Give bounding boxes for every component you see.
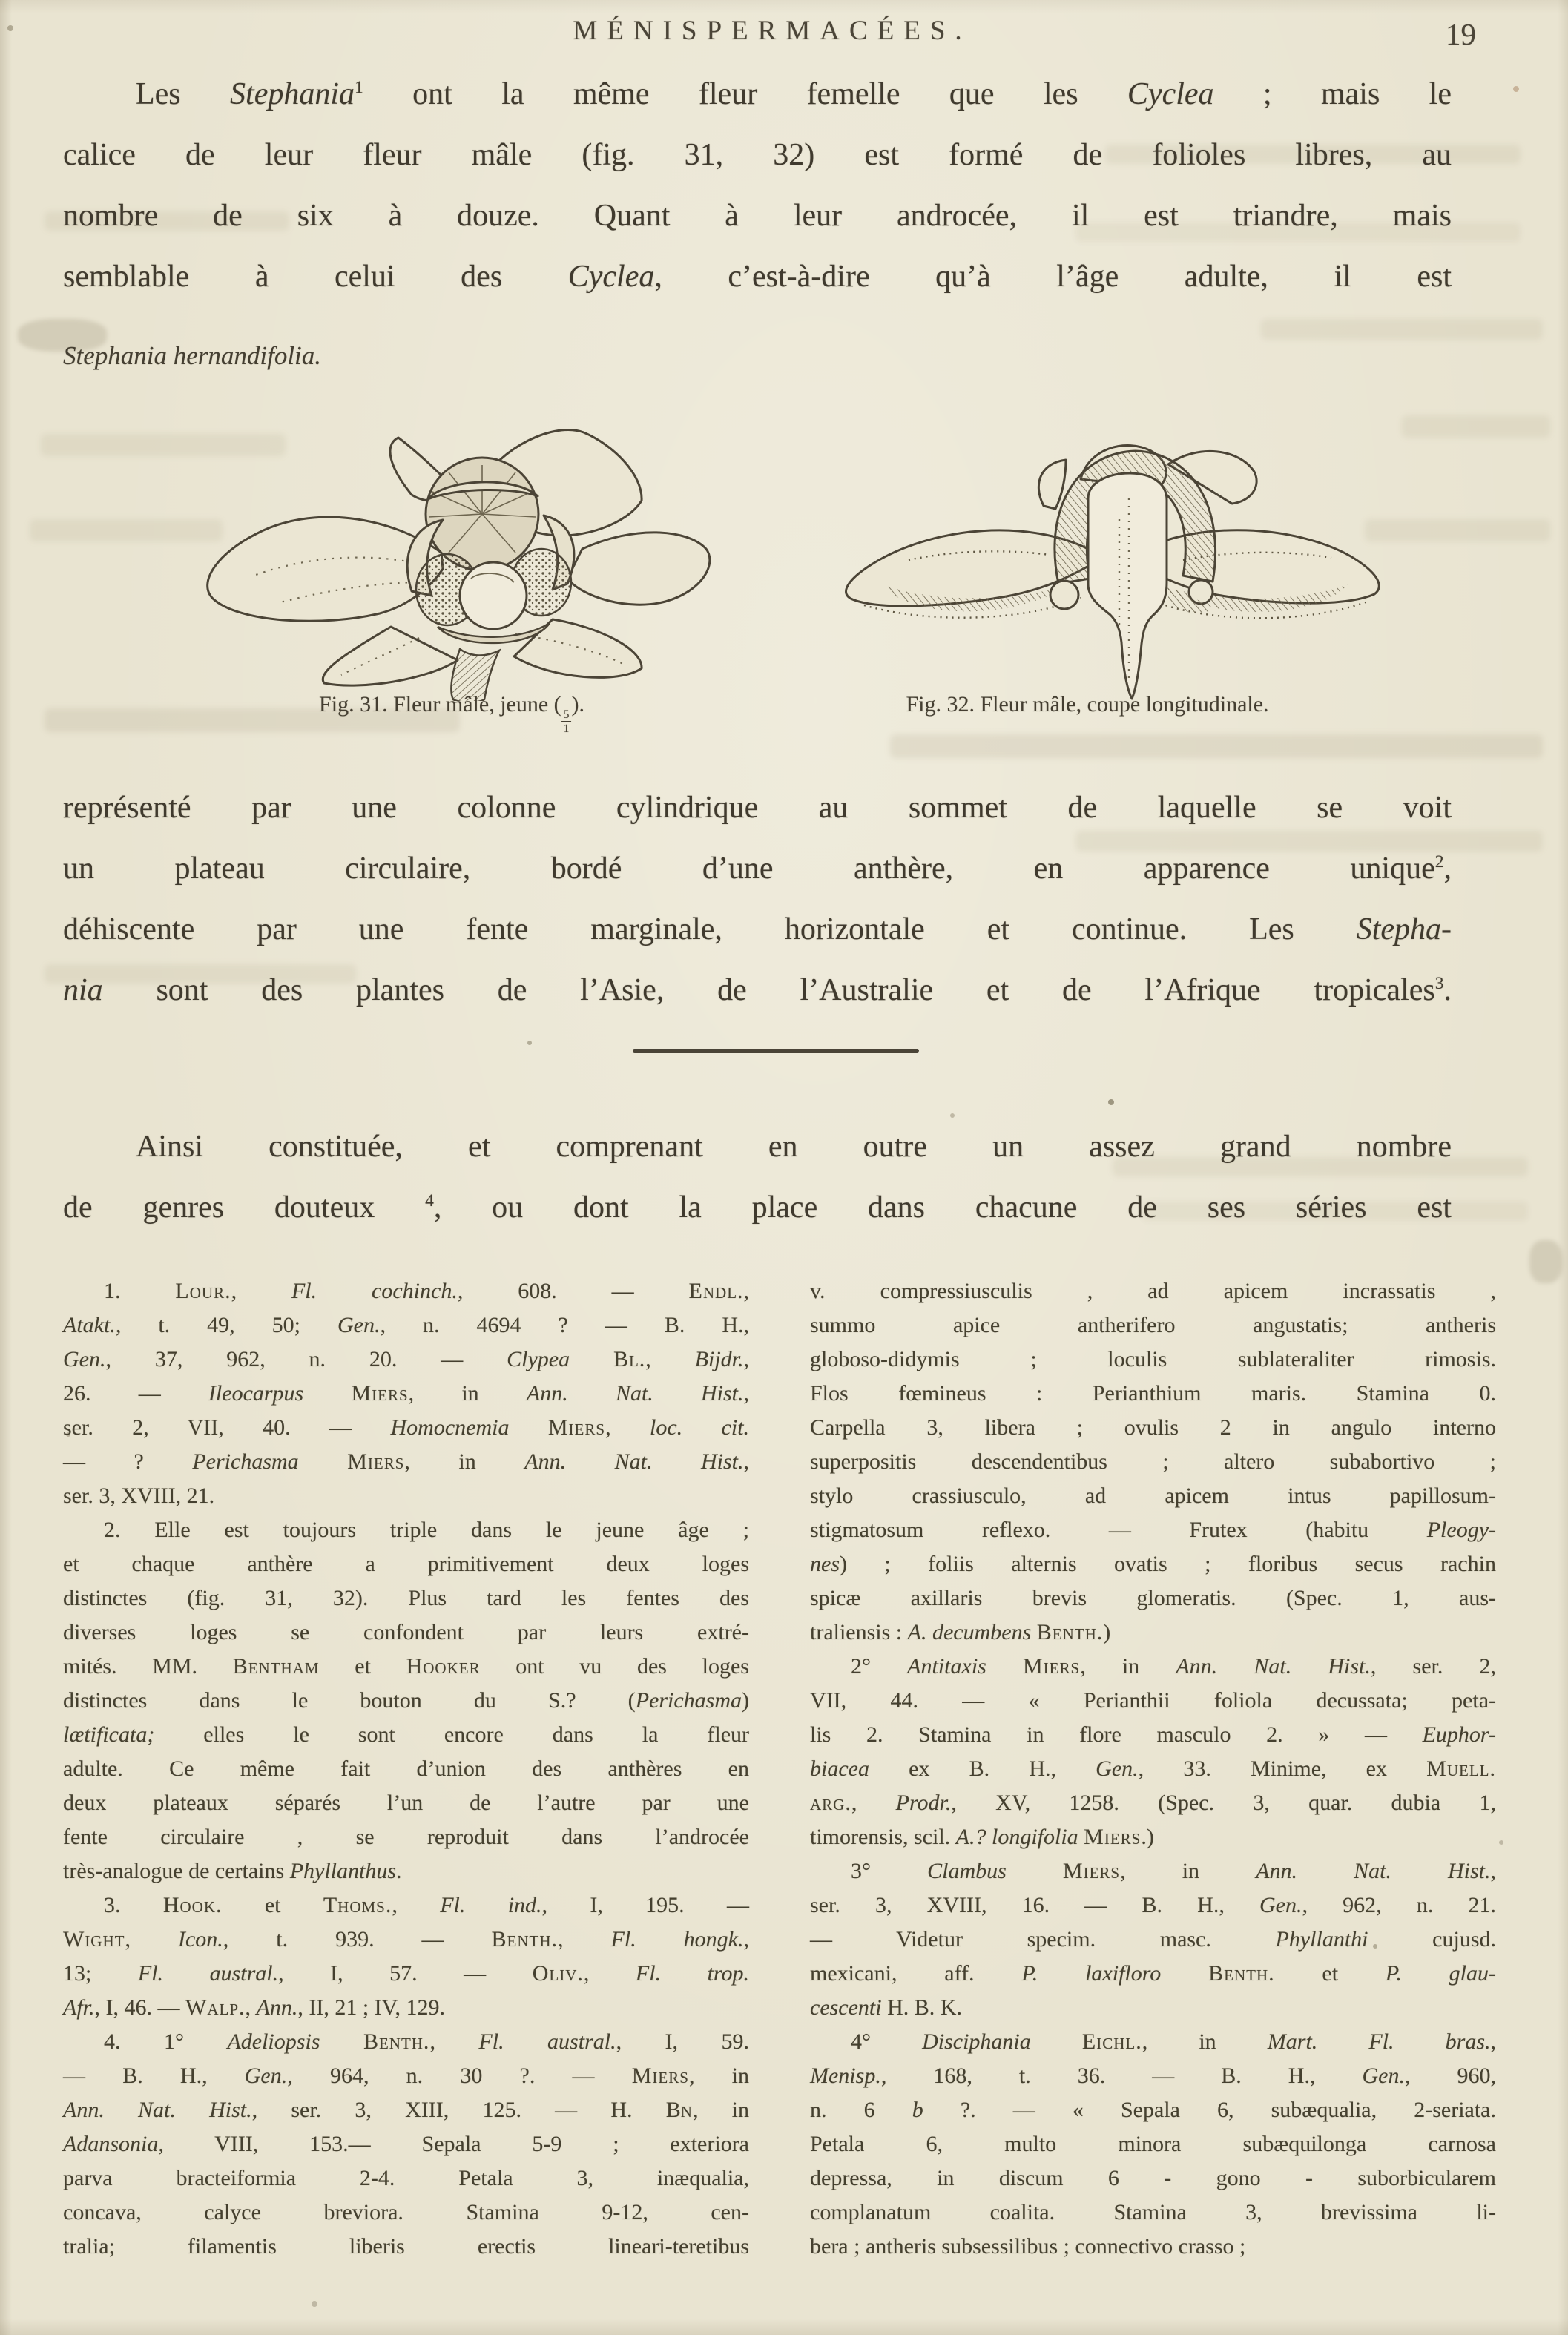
paragraph-intro: Les Stephania$^1$ ont la même fleur femelle que les Cyclea ; mais le calice de leur fleur mâle (fig. 31, 32) est formé de folioles libres, au nombre de six à douze. Quant à leur androcée, il est triandre, mais semblable à celui des Cyclea, c’est-à-dire qu’à l’âge adulte, il est <box>63 77 1452 294</box>
fig-31-illustration <box>167 404 727 701</box>
show-through-ghost <box>1402 415 1550 438</box>
paragraph-conclusion: Ainsi constituée, et comprenant en outre un assez grand nombre de genres douteux $^4$, ou dont la place dans chacune de ses séries est <box>63 1130 1452 1225</box>
footnote-column-left: 1. Lour., Fl. cochinch., 608. — Endl., Atakt., t. 49, 50; Gen., n. 4694 ? — B. H., Gen., 37, 962, n. 20. — Clypea Bl., Bijdr., 26. — Ileocarpus Miers, in Ann. Nat. Hist., ser. 2, VII, 40. — Homocnemia Miers, loc. cit. — ? Perichasma Miers, in Ann. Nat. Hist., ser. 3, XVIII, 21. 2. Elle est toujours triple dans le jeune âge ; et chaque anthère a primitivement deux loges distinctes (fig. 31, 32). Plus tard les fentes des diverses loges se confondent par leurs extré- mités. MM. Bentham et Hooker ont vu des loges distinctes dans le bouton du S.? (Perichasma) lætificata; elles le sont encore dans la fleur adulte. Ce même fait d’union des anthères en deux plateaux séparés l’un de l’autre par une fente circulaire , se reproduit dans l’androcée très-analogue de certains Phyllanthus. 3. Hook. et Thoms., Fl. ind., I, 195. — Wight, Icon., t. 939. — Benth., Fl. hongk., 13; Fl. austral., I, 57. — Oliv., Fl. trop. Afr., I, 46. — Walp., Ann., II, 21 ; IV, 129. 4. 1° Adeliopsis Benth., Fl. austral., I, 59. — B. H., Gen., 964, n. 30 ?. — Miers, in Ann. Nat. Hist., ser. 3, XIII, 125. — H. Bn, in Adansonia, VIII, 153.— Sepala 5-9 ; exteriora parva bracteiformia 2-4. Petala 3, inæqualia, concava, calyce breviora. Stamina 9-12, cen- tralia; filamentis liberis erectis lineari-teretibus <box>63 1279 750 2259</box>
paragraph-description: représenté par une colonne cylindrique au sommet de laquelle se voit un plateau circulaire, bordé d’une anthère, en apparence unique$^2$, déhiscente par une fente marginale, horizontale et continue. Les Stepha- nia sont des plantes de l’Asie, de l’Australie et de l’Afrique tropicales$^3$. <box>63 791 1452 1007</box>
section-separator-rule <box>633 1049 919 1053</box>
footnote-column-right: v. compressiusculis , ad apicem incrassatis , summo apice antherifero angustatis; antheris globoso-didymis ; loculis sublateraliter rimosis. Flos fœmineus : Perianthium maris. Stamina 0. Carpella 3, libera ; ovulis 2 in angulo interno superpositis descendentibus ; altero subabortivo ; stylo crassiusculo, ad apicem intus papillosum- stigmatosum reflexo. — Frutex (habitu Pleogy- nes) ; foliis alternis ovatis ; floribus secus rachin spicæ axillaris brevis glomeratis. (Spec. 1, aus- traliensis : A. decumbens Benth.) 2° Antitaxis Miers, in Ann. Nat. Hist., ser. 2, VII, 44. — « Perianthii foliola decussata; peta- lis 2. Stamina in flore masculo 2. » — Euphor- biacea ex B. H., Gen., 33. Minime, ex Muell. arg., Prodr., XV, 1258. (Spec. 3, quar. dubia 1, timorensis, scil. A.? longifolia Miers.) 3° Clambus Miers, in Ann. Nat. Hist., ser. 3, XVIII, 16. — B. H., Gen., 962, n. 21. — Videtur specim. masc. Phyllanthi cujusd. mexicani, aff. P. laxifloro Benth. et P. glau- cescenti H. B. K. 4° Disciphania Eichl., in Mart. Fl. bras., Menisp., 168, t. 36. — B. H., Gen., 960, n. 6 b ?. — « Sepala 6, subæqualia, 2-seriata. Petala 6, multo minora subæquilonga carnosa depressa, in discum 6 - gono - suborbicularem complanatum coalita. Stamina 3, brevissima li- bera ; antheris subsessilibus ; connectivo crasso ; <box>810 1279 1497 2259</box>
fig-32-illustration <box>820 408 1406 701</box>
figure-group-title: Stephania hernandifolia. <box>63 341 322 370</box>
ink-blot <box>1529 1240 1562 1283</box>
show-through-ghost <box>890 734 1543 758</box>
paper-specks <box>0 0 3 3</box>
fig-31-caption: Fig. 31. Fleur mâle, jeune ( $\frac{5}{1}$ ). <box>319 692 584 736</box>
page-number: 19 <box>1446 17 1476 51</box>
show-through-ghost <box>1261 319 1543 340</box>
fig-32-caption: Fig. 32. Fleur mâle, coupe longitudinale. <box>906 692 1269 717</box>
running-head: MÉNISPERMACÉES. <box>573 16 972 46</box>
